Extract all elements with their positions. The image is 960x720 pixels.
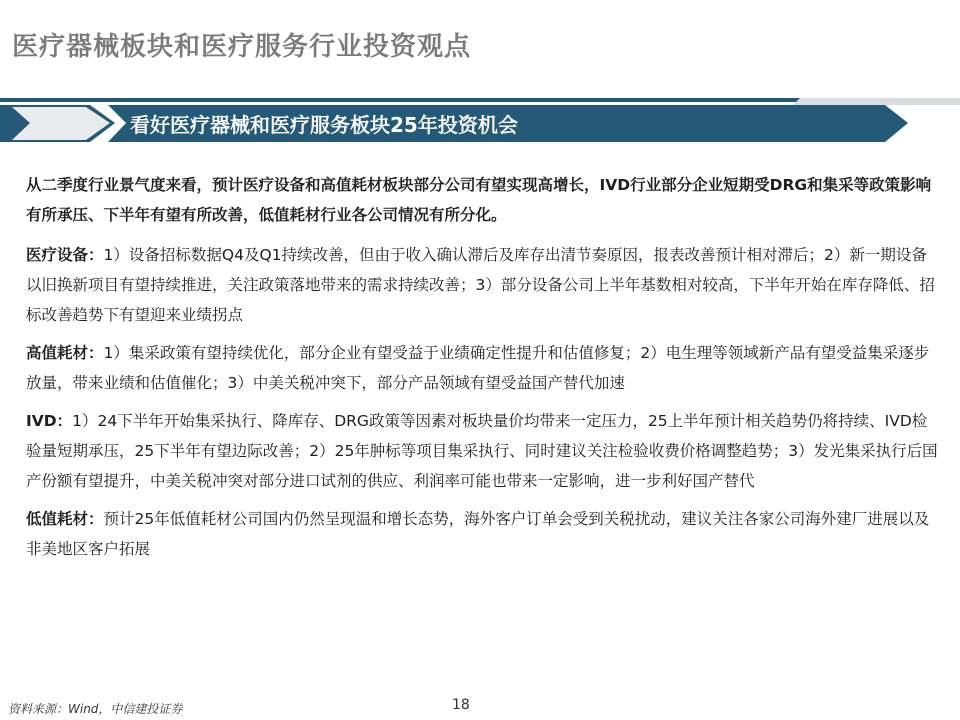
section-label: 低值耗材： [26,510,104,528]
section-high-value-consumables [26,338,938,398]
section-text: 1）设备招标数据Q4及Q1持续改善，但由于收入确认滞后及库存出清节奏原因，报表改善预计相对滞后；2）新一期设备以旧换新项目有望持续推进，关注政策落地带来的需求持续改善；3）部分设备公司上半年基数相对较高，下半年开始在库存降低、招标改善趋势下有望迎来业绩拐点 [26,246,935,324]
section-text: 1）集采政策有望持续优化，部分企业有望受益于业绩确定性提升和估值修复；2）电生理等领域新产品有望受益集采逐步放量，带来业绩和估值催化；3）中美关税冲突下，部分产品领域有望受益国产替代加速 [26,344,930,392]
section-label: 高值耗材： [26,344,104,362]
section-label: 医疗设备： [26,246,104,264]
section-low-value-consumables [26,504,938,564]
banner-title: 看好医疗器械和医疗服务板块25年投资机会 [130,113,518,137]
intro-paragraph: 从二季度行业景气度来看，预计医疗设备和高值耗材板块部分公司有望实现高增长，IVD行业部分企业短期受DRG和集采等政策影响有所承压、下半年有望有所改善，低值耗材行业各公司情况有所分化。 [26,176,932,224]
data-source-note: 资料来源：Wind，中信建投证券 [8,702,183,716]
section-medical-equipment [26,240,938,330]
section-ivd [26,406,938,496]
section-text: 1）24下半年开始集采执行、降库存、DRG政策等因素对板块量价均带来一定压力，25上半年预计相关趋势仍将持续、IVD检验量短期承压，25下半年有望边际改善；2）25年肿标等项目集采执行、同时建议关注检验收费价格调整趋势；3）发光集采执行后国产份额有望提升，中美关税冲突对部分进口试剂的供应、利润率可能也带来一定影响，进一步利好国产替代 [26,412,938,490]
page-number: 18 [452,697,470,713]
banner-accent-strip [793,98,960,105]
section-label: IVD： [26,412,73,430]
section-text: 预计25年低值耗材公司国内仍然呈现温和增长态势，海外客户订单会受到关税扰动，建议关注各家公司海外建厂进展以及非美地区客户拓展 [26,510,930,558]
page-title: 医疗器械板块和医疗服务行业投资观点 [12,32,472,62]
content-body [26,170,938,572]
